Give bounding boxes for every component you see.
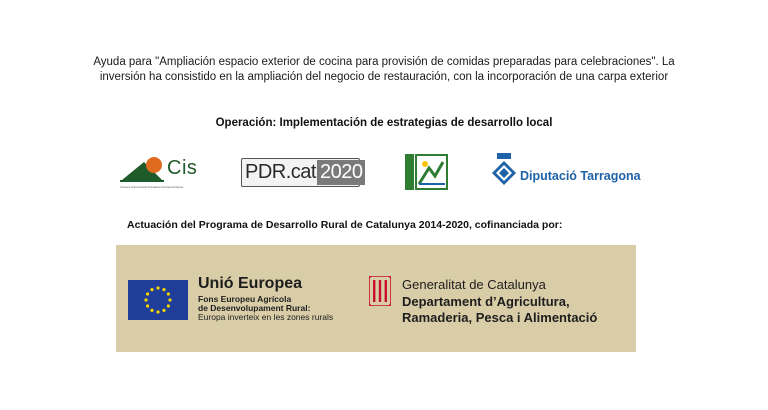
intro-line-1: Ayuda para "Ampliación espacio exterior de cocina para provisión de comidas preparadas para celebraciones". La (93, 56, 675, 68)
eu-fund-line-3: Europa inverteix en les zones rurals (198, 312, 334, 322)
cofinancing-heading: Actuación del Programa de Desarrollo Rural de Catalunya 2014-2020, cofinanciada por: (127, 219, 563, 231)
intro-paragraph (60, 55, 708, 85)
leader-logo (405, 154, 448, 190)
cis-mark-icon (120, 156, 166, 186)
eu-star (150, 288, 153, 291)
eu-title: Unió Europea (198, 275, 303, 292)
cis-logo-subtitle: Consorci Intercomarcal d'Iniciatives Socioeconòmiques (120, 186, 184, 189)
leader-logo-icon (405, 154, 448, 190)
cis-logo (120, 156, 208, 192)
eu-star (146, 292, 149, 295)
pdr-logo-year: 2020 (317, 160, 366, 185)
pdr-logo-text: PDR.cat (245, 161, 316, 183)
diputacio-logo (491, 153, 641, 193)
eu-star (150, 309, 153, 312)
eu-star (156, 310, 159, 313)
department-line-2: Ramaderia, Pesca i Alimentació (402, 310, 598, 325)
eu-flag-icon (128, 280, 188, 320)
funding-banner (116, 245, 636, 352)
eu-star (162, 288, 165, 291)
intro-line-2: inversión ha consistido en la ampliación del negocio de restauración, con la incorporación de una carpa exterior (99, 71, 669, 83)
eu-star (146, 304, 149, 307)
diputacio-crest-icon (491, 153, 517, 193)
eu-fund-line-1: Fons Europeu Agrícola (198, 294, 292, 304)
operation-heading: Operación: Implementación de estrategias de desarrollo local (215, 117, 553, 129)
cis-logo-text: Cis (167, 157, 198, 179)
eu-fund-line-2: de Desenvolupament Rural: (198, 303, 311, 313)
diputacio-logo-text: Diputació Tarragona (520, 169, 641, 183)
eu-star (162, 309, 165, 312)
generalitat-title: Generalitat de Catalunya (402, 277, 546, 292)
eu-star (156, 286, 159, 289)
pdr-logo (241, 158, 363, 187)
department-line-1: Departament d’Agricultura, (402, 294, 570, 309)
generalitat-flag-icon (369, 276, 391, 306)
eu-star (167, 292, 170, 295)
eu-star (144, 298, 147, 301)
eu-star (168, 298, 171, 301)
eu-star (167, 304, 170, 307)
logo-strip (0, 150, 768, 196)
